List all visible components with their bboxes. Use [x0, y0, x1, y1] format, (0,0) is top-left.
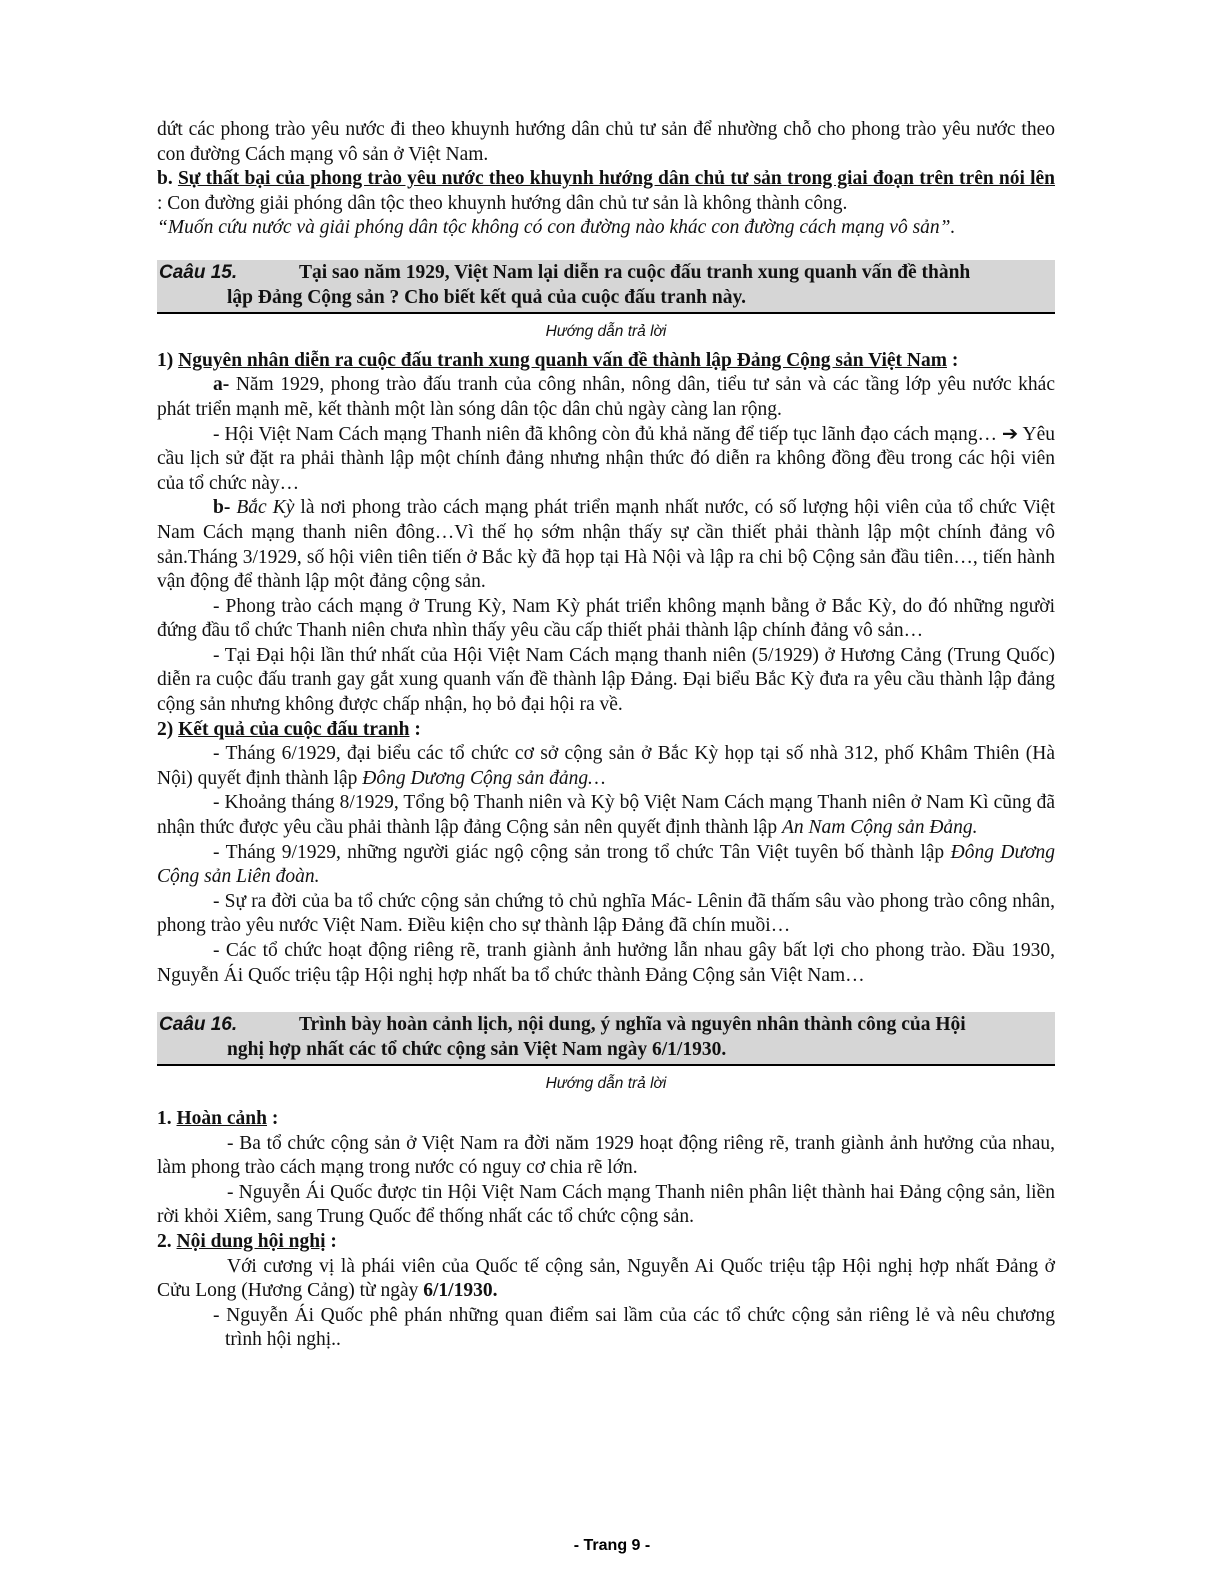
- question-15-title-line1: Tại sao năm 1929, Việt Nam lại diễn ra cuộc đấu tranh xung quanh vấn đề thành: [299, 261, 971, 283]
- q15-result-2-text: - Khoảng tháng 8/1929, Tổng bộ Thanh niên và Kỳ bộ Việt Nam Cách mạng Thanh niên ở Nam Kì cũng đã nhận thức được yêu cầu phải thành lập đảng Cộng sản nên quyết định thành lập: [157, 792, 1055, 839]
- question-16-title-line2: nghị hợp nhất các tổ chức cộng sản Việt Nam ngày 6/1/1930.: [227, 1038, 727, 1060]
- q16-heading-1-num: 1.: [157, 1107, 172, 1129]
- question-16-label: Caâu 16.: [159, 1014, 238, 1036]
- q15-result-2-italic: An Nam Cộng sản Đảng.: [781, 817, 978, 839]
- q15-a-paragraph: [157, 373, 1055, 422]
- q15-b-paragraph: [157, 496, 1055, 594]
- q15-heading-2: [157, 718, 1055, 743]
- q15-b2-paragraph: - Phong trào cách mạng ở Trung Kỳ, Nam Kỳ phát triển không mạnh bằng ở Bắc Kỳ, do đó những người đứng đầu tổ chức Thanh niên chưa nhìn thấy yêu cầu cấp thiết phải thành lập chính đảng vô sản…: [157, 595, 1055, 642]
- q16-heading-1-text: Hoàn cảnh: [176, 1107, 267, 1129]
- q15-heading-1-colon: :: [946, 349, 959, 371]
- q15-result-3-italic: Đông Dương Cộng sản Liên đoàn.: [157, 841, 1055, 888]
- question-16-guide: Hướng dẫn trả lời: [545, 1075, 667, 1093]
- page-number: - Trang 9 -: [573, 1537, 651, 1554]
- q15-b-text: là nơi phong trào cách mạng phát triển mạnh nhất nước, có số lượng hội viên của tổ chức Việt Nam Cách mạng thanh niên đông…Vì thế họ sớm nhận thấy sự cần thiết phải thành lập một chính đảng vô sản.Tháng 3/1929, số hội viên tiên tiến ở Bắc kỳ đã họp tại Hà Nội và lập ra chi bộ Cộng sản đầu tiên…, tiến hành vận động để thành lập một đảng cộng sản.: [157, 497, 1055, 593]
- q15-result-2: [157, 791, 1055, 840]
- q15-result-3-text: - Tháng 9/1929, những người giác ngộ cộng sản trong tổ chức Tân Việt tuyên bố thành lập: [213, 841, 951, 863]
- q15-heading-1-num: 1): [157, 349, 174, 371]
- q15-heading-1-text: Nguyên nhân diễn ra cuộc đấu tranh xung quanh vấn đề thành lập Đảng Cộng sản Việt Nam: [178, 349, 947, 371]
- q16-paragraph-2: - Nguyễn Ái Quốc được tin Hội Việt Nam Cách mạng Thanh niên phân liệt thành hai Đảng cộng sản, liền rời khỏi Xiêm, sang Trung Quốc để thống nhất các tổ chức cộng sản.: [157, 1181, 1055, 1228]
- q16-heading-2-num: 2.: [157, 1230, 172, 1252]
- intro-b-label: b.: [157, 168, 173, 190]
- q16-paragraph-1: - Ba tổ chức cộng sản ở Việt Nam ra đời năm 1929 hoạt động riêng rẽ, tranh giành ảnh hưởng của nhau, làm phong trào cách mạng trong nước có nguy cơ chia rẽ lớn.: [157, 1132, 1055, 1179]
- q15-heading-1: [157, 349, 1055, 374]
- q16-paragraph-3: [157, 1255, 1055, 1304]
- q15-a-label: a-: [213, 374, 230, 396]
- q15-result-5: - Các tổ chức hoạt động riêng rẽ, tranh giành ảnh hưởng lẫn nhau gây bất lợi cho phong trào. Đầu 1930, Nguyễn Ái Quốc triệu tập Hội nghị hợp nhất ba tổ chức thành Đảng Cộng sản Việt Nam…: [157, 940, 1055, 986]
- intro-b-text: : Con đường giải phóng dân tộc theo khuynh hướng dân chủ tư sản là không thành công.: [157, 192, 848, 214]
- q15-result-1-text: - Tháng 6/1929, đại biểu các tổ chức cơ sở cộng sản ở Bắc Kỳ họp tại số nhà 312, phố Khâm Thiên (Hà Nội) quyết định thành lập: [157, 743, 1055, 789]
- q16-paragraph-3-text: Với cương vị là phái viên của Quốc tế cộng sản, Nguyễn Ai Quốc triệu tập Hội nghị hợp nhất Đảng ở Cửu Long (Hương Cảng) từ ngày: [157, 1255, 1055, 1302]
- q15-a2-paragraph: - Hội Việt Nam Cách mạng Thanh niên đã không còn đủ khả năng để tiếp tục lãnh đạo cách mạng… ➔ Yêu cầu lịch sử đặt ra phải thành lập một chính đảng nhưng nhận thức đó diễn ra không đồng đều trong các hội viên của tổ chức này…: [157, 423, 1055, 494]
- q16-heading-1: [157, 1107, 1055, 1132]
- q15-heading-2-num: 2): [157, 718, 174, 740]
- intro-b-paragraph: [157, 167, 1055, 216]
- intro-paragraph: dứt các phong trào yêu nước đi theo khuynh hướng dân chủ tư sản để nhường chỗ cho phong trào yêu nước theo con đường Cách mạng vô sản ở Việt Nam.: [157, 119, 1055, 165]
- q15-b-label: b-: [213, 497, 231, 519]
- q15-result-3: [157, 841, 1055, 890]
- question-16-title-line1: Trình bày hoàn cảnh lịch, nội dung, ý nghĩa và nguyên nhân thành công của Hội: [299, 1014, 966, 1036]
- q16-paragraph-4: - Nguyễn Ái Quốc phê phán những quan điểm sai lầm của các tổ chức cộng sản riêng lẻ và nêu chương trình hội nghị..: [213, 1304, 1055, 1351]
- q15-b3-paragraph: - Tại Đại hội lần thứ nhất của Hội Việt Nam Cách mạng thanh niên (5/1929) ở Hương Cảng (Trung Quốc) diễn ra cuộc đấu tranh gay gắt xung quanh vấn đề thành lập Đảng. Đại biểu Bắc Kỳ đưa ra yêu cầu thành lập đảng cộng sản nhưng không được chấp nhận, họ bỏ đại hội ra về.: [157, 644, 1055, 716]
- q16-heading-1-colon: :: [266, 1107, 279, 1129]
- q16-heading-2: [157, 1230, 1055, 1255]
- q15-result-1: [157, 742, 1055, 791]
- q15-result-1-italic: Đông Dương Cộng sản đảng…: [362, 767, 606, 789]
- q16-heading-2-colon: :: [325, 1230, 337, 1252]
- document-page: [157, 118, 1055, 1353]
- q15-result-4: - Sự ra đời của ba tổ chức cộng sản chứng tỏ chủ nghĩa Mác- Lênin đã thấm sâu vào phong trào công nhân, phong trào yêu nước Việt Nam. Điều kiện cho sự thành lập Đảng đã chín muồi…: [157, 890, 1055, 937]
- intro-b-title: Sự thất bại của phong trào yêu nước theo khuynh hướng dân chủ tư sản trong giai đoạn trên trên nói lên: [177, 168, 1056, 190]
- question-15-title-line2: lập Đảng Cộng sản ? Cho biết kết quả của cuộc đấu tranh này.: [227, 286, 747, 308]
- intro-quote: “Muốn cứu nước và giải phóng dân tộc không có con đường nào khác con đường cách mạng vô sản”.: [157, 217, 956, 239]
- question-16-header: [157, 1012, 1055, 1066]
- q15-heading-2-colon: :: [409, 718, 421, 740]
- question-15-label: Caâu 15.: [159, 261, 238, 283]
- q16-paragraph-3-date: 6/1/1930.: [423, 1280, 498, 1302]
- q15-heading-2-text: Kết quả của cuộc đấu tranh: [178, 718, 410, 740]
- question-15-header: [157, 260, 1055, 314]
- q15-b-italic: Bắc Kỳ: [230, 497, 295, 519]
- question-15-guide: Hướng dẫn trả lời: [545, 323, 667, 341]
- q16-heading-2-text: Nội dung hội nghị: [176, 1230, 326, 1252]
- q15-a-text: Năm 1929, phong trào đấu tranh của công nhân, nông dân, tiểu tư sản và các tầng lớp yêu nước khác phát triển mạnh mẽ, kết thành một làn sóng dân tộc dân chủ ngày càng lan rộng.: [157, 374, 1055, 420]
